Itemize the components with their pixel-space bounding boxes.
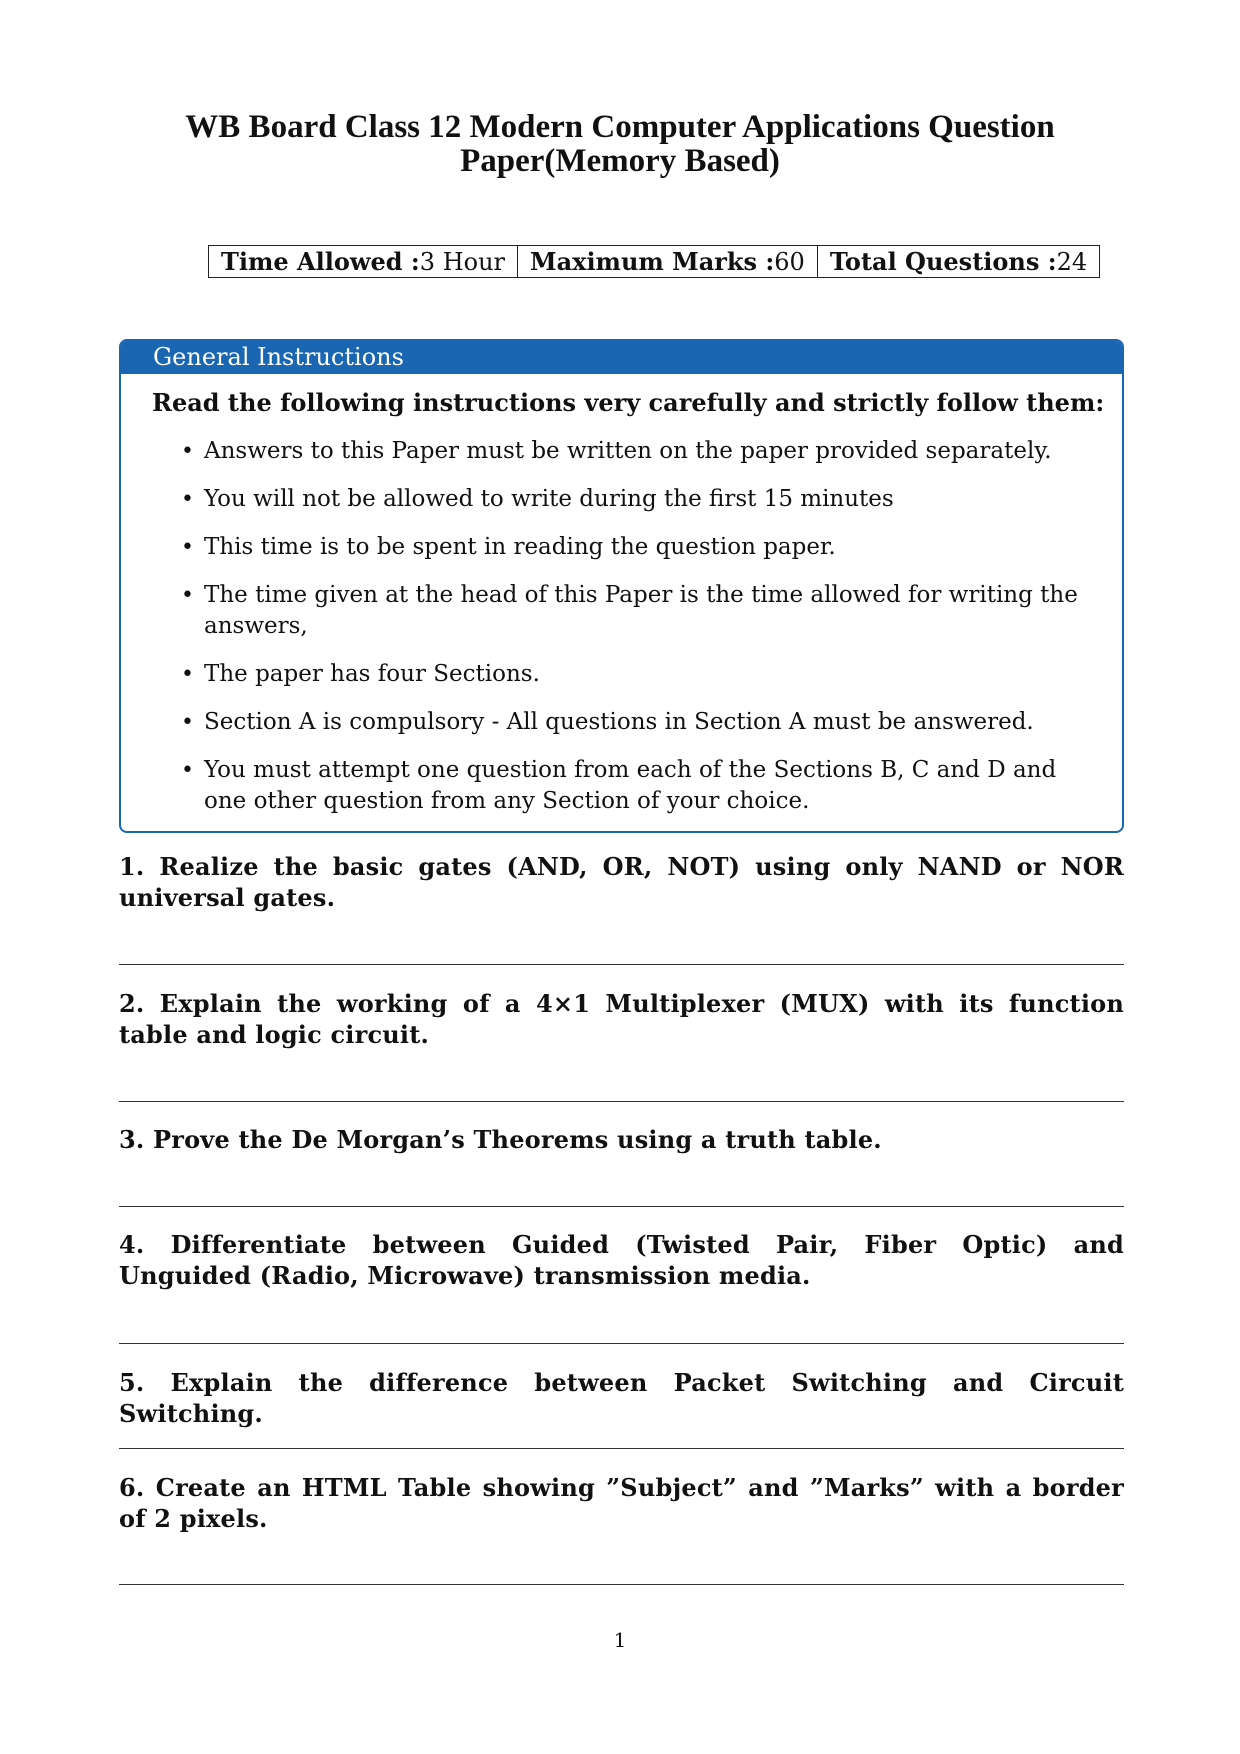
list-item: • The paper has four Sections.: [181, 659, 1081, 690]
list-item: • The time given at the head of this Paper is the time allowed for writing the answers,: [181, 582, 1078, 639]
total-questions-value: 24: [1056, 247, 1088, 276]
instructions-lead: Read the following instructions very carefully and strictly follow them:: [152, 388, 1105, 417]
answer-divider: [119, 1584, 1124, 1585]
answer-divider: [119, 964, 1124, 965]
general-instructions-box: [119, 339, 1124, 833]
question-4: 4. Differentiate between Guided (Twisted Pair, Fiber Optic) and Unguided (Radio, Microwave) transmission media.: [119, 1230, 1124, 1290]
time-allowed-cell: [209, 246, 518, 278]
time-allowed-value: 3 Hour: [419, 247, 506, 276]
general-instructions-heading: General Instructions: [121, 341, 1122, 374]
list-item: • You must attempt one question from each of the Sections B, C and D and one other question from any Section of your choice.: [181, 757, 1057, 814]
maximum-marks-cell: [518, 246, 818, 278]
answer-divider: [119, 1206, 1124, 1207]
question-2: 2. Explain the working of a 4×1 Multiplexer (MUX) with its function table and logic circuit.: [119, 989, 1124, 1049]
bullet-icon: •: [181, 710, 194, 735]
list-item: • You will not be allowed to write during the first 15 minutes: [181, 484, 1081, 515]
maximum-marks-label: Maximum Marks :: [530, 246, 775, 276]
maximum-marks-value: 60: [774, 247, 805, 276]
list-item: • This time is to be spent in reading the question paper.: [181, 532, 1081, 563]
bullet-icon: •: [181, 758, 194, 783]
instructions-list: [121, 436, 1081, 817]
time-allowed-label: Time Allowed :: [221, 246, 420, 276]
answer-divider: [119, 1101, 1124, 1102]
list-item: • Answers to this Paper must be written on the paper provided separately.: [181, 436, 1081, 467]
answer-divider: [119, 1448, 1124, 1449]
bullet-icon: •: [181, 662, 194, 687]
paper-meta-table: [208, 245, 1100, 278]
total-questions-label: Total Questions :: [829, 246, 1057, 276]
question-1: 1. Realize the basic gates (AND, OR, NOT) using only NAND or NOR universal gates.: [119, 852, 1124, 912]
question-6: 6. Create an HTML Table showing ”Subject” and ”Marks” with a border of 2 pixels.: [119, 1473, 1124, 1533]
bullet-icon: •: [181, 535, 194, 560]
bullet-icon: •: [181, 583, 194, 608]
question-3: 3. Prove the De Morgan’s Theorems using a truth table.: [119, 1125, 882, 1154]
bullet-icon: •: [181, 487, 194, 512]
total-questions-cell: [817, 246, 1099, 278]
answer-divider: [119, 1343, 1124, 1344]
list-item: • Section A is compulsory - All questions in Section A must be answered.: [181, 707, 1081, 738]
page-number: 1: [613, 1628, 627, 1652]
question-5: 5. Explain the difference between Packet Switching and Circuit Switching.: [119, 1368, 1124, 1428]
paper-title: WB Board Class 12 Modern Computer Applications Question Paper(Memory Based): [185, 109, 1055, 179]
bullet-icon: •: [181, 439, 194, 464]
